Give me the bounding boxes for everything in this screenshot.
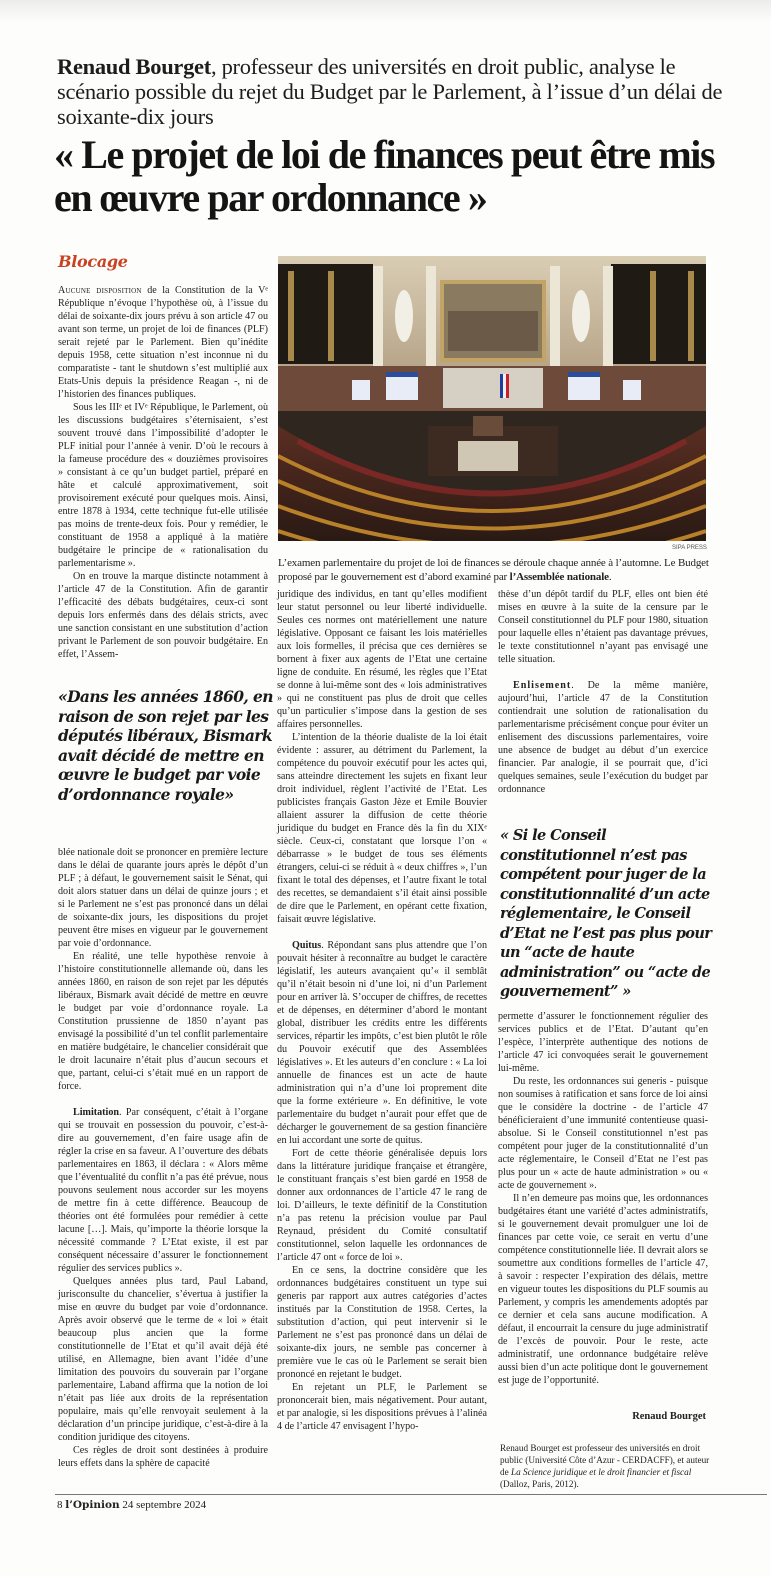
- pull-quote-conseil: « Si le Conseil constitutionnel n’est pas compétent pour juger de la constitutionnalité d’un acte réglementaire, le Conseil d’Etat ne l’est pas plus pour un “acte de haute administration” ou “acte de gouvernement” »: [500, 827, 712, 1000]
- paragraph: Ces règles de droit sont destinées à produire leurs effets dans la sphère de capacité: [58, 1445, 268, 1469]
- author-signature: Renaud Bourget: [632, 1411, 706, 1422]
- caption-bold: l’Assemblée nationale: [509, 571, 609, 583]
- hemicycle-illustration: [278, 256, 706, 541]
- paragraph-enlisement: Enlisement. De la même manière, aujourd’hui, l’article 47 de la Constitution contiendrait une solution de rationalisation du parlementarisme précisément conçue pour éviter un enlisement des discussions parlementaires, voire une absence de budget au début d’un exercice financier. Par analogie, il se pourrait que, d’ici quelques semaines, seule l’exécution du budget par ordonnance: [498, 680, 708, 795]
- page-footer: [57, 1499, 206, 1511]
- section-kicker: Blocage: [58, 252, 128, 271]
- footer-divider: [55, 1494, 767, 1495]
- paragraph: Il n’en demeure pas moins que, les ordonnances budgétaires étant une variété d’actes administratifs, si le gouvernement devait promulguer une loi de finances par cette voie, ce serait en vertu d’une compétence constitutionnelle liée. Il devrait alors se soumettre aux conditions formelles de l’article 47, à savoir : respecter l’expiration des délais, mettre en vigueur toutes les dispositions du PLF soumis au Parlement, y compris les amendements adoptés par ce dernier et cela sans aucune modification. A défaut, il encourrait la censure du juge administratif de l’excès de pouvoir. Pour le reste, acte administratif, une ordonnance budgétaire relève aussi bien d’un acte politique dont le gouvernement est juge de l’opportunité.: [498, 1193, 708, 1386]
- paragraph: Du reste, les ordonnances sui generis - puisque non soumises à ratification et sans force de loi ainsi que le considère la doctrine - de l’article 47 bénéficieraient d’une immunité contentieuse quasi-absolue. Si le Conseil constitutionnel n’est pas compétent pour juger de la constitutionnalité d’un acte réglementaire, le Conseil d’Etat ne l’est pas plus pour un « acte de haute administration » ou « acte de gouvernement ».: [498, 1076, 708, 1191]
- issue-date: 24 septembre 2024: [122, 1499, 207, 1511]
- standfirst: [57, 54, 727, 129]
- headline: « Le projet de loi de finances peut être mis en œuvre par ordonnance »: [54, 132, 715, 220]
- paragraph: En rejetant un PLF, le Parlement se prononcerait bien, mais négativement. Pour autant, et par analogie, si les dispositions prévues à l’alinéa 4 de l’article 47 envisagent l’hypo-: [277, 1382, 487, 1432]
- article-column-3: [498, 588, 708, 796]
- photo-caption: L’examen parlementaire du projet de loi de finances se déroule chaque année à l’automne. Le Budget proposé par le gouvernement est d’abord examiné par l’Assemblée nationale.: [278, 557, 709, 583]
- article-column-3-continued: [498, 1010, 708, 1387]
- paragraph: Quelques années plus tard, Paul Laband, jurisconsulte du chancelier, s’évertua à justifier la mise en œuvre du budget par voie d’ordonnance. Après avoir observé que le terme de « loi » était beaucoup plus ancien que la forme constitutionnelle de l’Etat et qu’il avait déjà été utilisé, en Allemagne, bien avant l’idée d’une limitation des pouvoirs du souverain par l’organe parlementaire, Laband affirma que la notion de loi n’était pas liée aux droits de la représentation populaire, mais qu’elle renvoyait seulement à la déclaration d’un principe juridique, c’est-à-dire à la condition juridique des citoyens.: [58, 1276, 268, 1443]
- scan-edge-shadow: [0, 0, 771, 22]
- author-bio: Renaud Bourget est professeur des universités en droit public (Université Côte d’Azur - CERDACFF), et auteur de La Science juridique et le droit financier et fiscal (Dalloz, Paris, 2012).: [500, 1443, 710, 1489]
- paragraph: thèse d’un dépôt tardif du PLF, elles ont bien été mises en œuvre à la suite de la censure par le Conseil constitutionnel du PLF pour 1980, situation pour laquelle elles n’étaient pas davantage prévues, le texte constitutionnel n’ayant pas envisagé une telle situation.: [498, 589, 708, 665]
- article-column-1: [58, 284, 268, 661]
- paragraph-limitation: Limitation. Par conséquent, c’était à l’organe qui se trouvait en possession du pouvoir, c’est-à-dire au gouvernement, d’en faire usage afin de régler la crise en sa faveur. A l’ouverture des débats parlementaires en 1863, il déclara : « Alors même que l’éventualité du conflit n’a pas été prévue, nous pouvons seulement nous accorder sur les moyens de mettre fin à cette différence. Beaucoup de théories ont été formulées pour remédier à cette lacune […]. Mais, qu’importe la théorie lorsque la nécessité commande ? L’Etat existe, il est par conséquent nécessaire d’assurer le fonctionnement régulier des services publics ».: [58, 1107, 268, 1274]
- paragraph: Sous les IIIᵉ et IVᵉ République, le Parlement, où les discussions budgétaires s’éternisaient, s’est souvent trouvé dans l’impossibilité d’adopter le PLF initial pour l’année à venir. D’où le recours à la fameuse procédure des « douzièmes provisoires » consistant à ce qu’un budget partiel, préparé en hâte et calculé approximativement, soit provisoirement exécuté pour quelques mois. Ainsi, entre 1878 à 1934, cette technique fut-elle utilisée pas moins de trente-deux fois. Pour y remédier, le constituant de 1958 a appliqué à la matière budgétaire le principe de « rationalisation du parlementarisme ».: [58, 402, 268, 569]
- page-number: 8: [57, 1499, 63, 1511]
- paragraph: L’intention de la théorie dualiste de la loi était évidente : assurer, au détriment du Parlement, la compétence du pouvoir exécutif pour les actes qui, sans atteindre directement les sujets en fixant leur droit individuel, règlent l’activité de l’Etat. Les publicistes français Gaston Jèze et Emile Bouvier allaient assurer la diffusion de cette théorie juridique du budget en France dès la fin du XIXᵉ siècle. Ceux-ci, constatant que lorsque l’on « débarrasse » le budget de tous ses éléments étrangers, celui-ci se réduit à « deux chiffres », l’un fixant le total des dépenses, et l’autre fixant le total des recettes, se demandaient s’il était ainsi possible de dire que le Parlement, en opérant cette fixation, faisait œuvre législative.: [277, 732, 487, 925]
- photo-credit: SIPA PRESS: [672, 545, 707, 551]
- subhead-enlisement: Enlisement: [513, 680, 572, 691]
- pull-quote-bismark: «Dans les années 1860, en raison de son rejet par les députés libéraux, Bismark avait décidé de mettre en œuvre le budget par voie d’ordonnance royale»: [58, 687, 273, 804]
- subhead-quitus: Quitus: [292, 940, 322, 951]
- standfirst-text: , professeur des universités en droit public, analyse le scénario possible du rejet du Budget par le Parlement, à l’issue d’un délai de soixante-dix jours: [57, 54, 723, 129]
- dropin-smallcaps: Aucune disposition: [58, 285, 142, 296]
- paragraph: blée nationale doit se prononcer en première lecture dans le délai de quarante jours après le dépôt d’un PLF ; à défaut, le gouvernement saisit le Sénat, qui doit alors statuer dans un délai de quinze jours ; et si le Parlement ne s’est pas prononcé dans un délai de soixante-dix jours, les dispositions du projet peuvent être mises en vigueur par le gouvernement par voie d’ordonnance.: [58, 847, 268, 949]
- paragraph: En ce sens, la doctrine considère que les ordonnances budgétaires constituent un type sui generis par rapport aux autres catégories d’actes institués par la Constitution de 1958. Certes, la substitution d’action, qui peut intervenir si le Parlement ne s’est pas prononcé dans un délai de soixante-dix jours, ne semble pas concerner à première vue le cas où le Parlement se serait bien prononcé en rejetant le budget.: [277, 1265, 487, 1380]
- assemblee-nationale-photo: [278, 256, 706, 541]
- paragraph: Aucune disposition de la Constitution de la Vᵉ République n’évoque l’hypothèse où, à l’issue du délai de soixante-dix jours prévu à son article 47 ou avant son terme, un projet de loi de finances (PLF) serait rejeté par le Parlement. Bien qu’inédite depuis 1958, cette situation n’est inconnue ni du comparatiste - tant le shutdown s’est multiplié aux Etats-Unis depuis la présidence Reagan -, ni de l’historien des finances publiques.: [58, 285, 268, 400]
- paragraph: juridique des individus, en tant qu’elles modifient leur statut personnel ou leur liberté individuelle. Seules ces normes ont matériellement une nature législative. Opposant ce faisant les lois matérielles aux lois formelles, il précisa que ces dernières se bornent à fixer aux agents de l’Etat une certaine ligne de conduite. En résumé, les règles que l’Etat se donne à lui-même sont des « lois administratives » qui ne constituent pas plus de droit que celles qu’un particulier s’impose dans la gestion de ses affaires personnelles.: [277, 589, 487, 730]
- paragraph: En réalité, une telle hypothèse renvoie à l’histoire constitutionnelle allemande où, dans les années 1860, en raison de son rejet par les députés libéraux, Bismark avait décidé de mettre en œuvre le budget par voie d’ordonnance royale. La Constitution prussienne de 1850 n’ayant pas envisagé la possibilité d’un tel conflit parlementaire en matière budgétaire, le chancelier considérait que le droit lacunaire n’était plus d’aucun secours et que, partant, celui-ci s’était mué en un rapport de force.: [58, 951, 268, 1092]
- publication-brand: l’Opinion: [65, 1499, 120, 1511]
- paragraph-quitus: Quitus. Répondant sans plus attendre que l’on pouvait hésiter à reconnaître au budget le caractère législatif, les auteurs avançaient qu’« il semblât qu’il n’était besoin ni d’une loi, ni d’un Parlement pour en arriver là. S’occuper de chiffres, de recettes et de dépenses, en déterminer d’abord le montant global, distribuer les crédits entre les différents services, répartir les impôts, c’est bien plutôt le rôle du Pouvoir exécutif que des Assemblées législatives ». Et les auteurs d’en conclure : « La loi annuelle de finances est un acte de haute administration qui n’a d’une loi proprement dite que la forme extérieure ». En définitive, le vote parlementaire du budget n’aurait pour effet que de décharger le gouvernement de sa gestion financière en lui accordant une sorte de quitus.: [277, 940, 487, 1146]
- article-column-1-continued: [58, 846, 268, 1470]
- paragraph: permette d’assurer le fonctionnement régulier des services publics et de l’Etat. D’autant qu’en l’espèce, l’interprète authentique des notions de l’article 47 ici convoquées serait le gouvernement lui-même.: [498, 1011, 708, 1074]
- book-title: La Science juridique et le droit financier et fiscal: [510, 1467, 692, 1477]
- article-column-2: [277, 588, 487, 1433]
- paragraph: On en trouve la marque distincte notamment à l’article 47 de la Constitution. Afin de garantir l’efficacité des débats budgétaires, ceux-ci sont depuis lors enfermés dans des délais stricts, avec une sanction consistant en une substitution d’action privant le Parlement de son pouvoir budgétaire. En effet, l’Assem-: [58, 571, 268, 660]
- subhead-limitation: Limitation: [73, 1107, 119, 1118]
- paragraph: Fort de cette théorie généralisée depuis lors dans la littérature juridique française et étrangère, le constituant français s’est bien gardé en 1958 de donner aux ordonnances de l’article 47 le rang de loi. D’ailleurs, le texte définitif de la Constitution n’a pas retenu la précision voulue par Paul Reynaud, président du Comité consultatif constitutionnel, selon laquelle les ordonnances de l’article 47 ont « force de loi ».: [277, 1148, 487, 1263]
- standfirst-author: Renaud Bourget: [57, 54, 211, 79]
